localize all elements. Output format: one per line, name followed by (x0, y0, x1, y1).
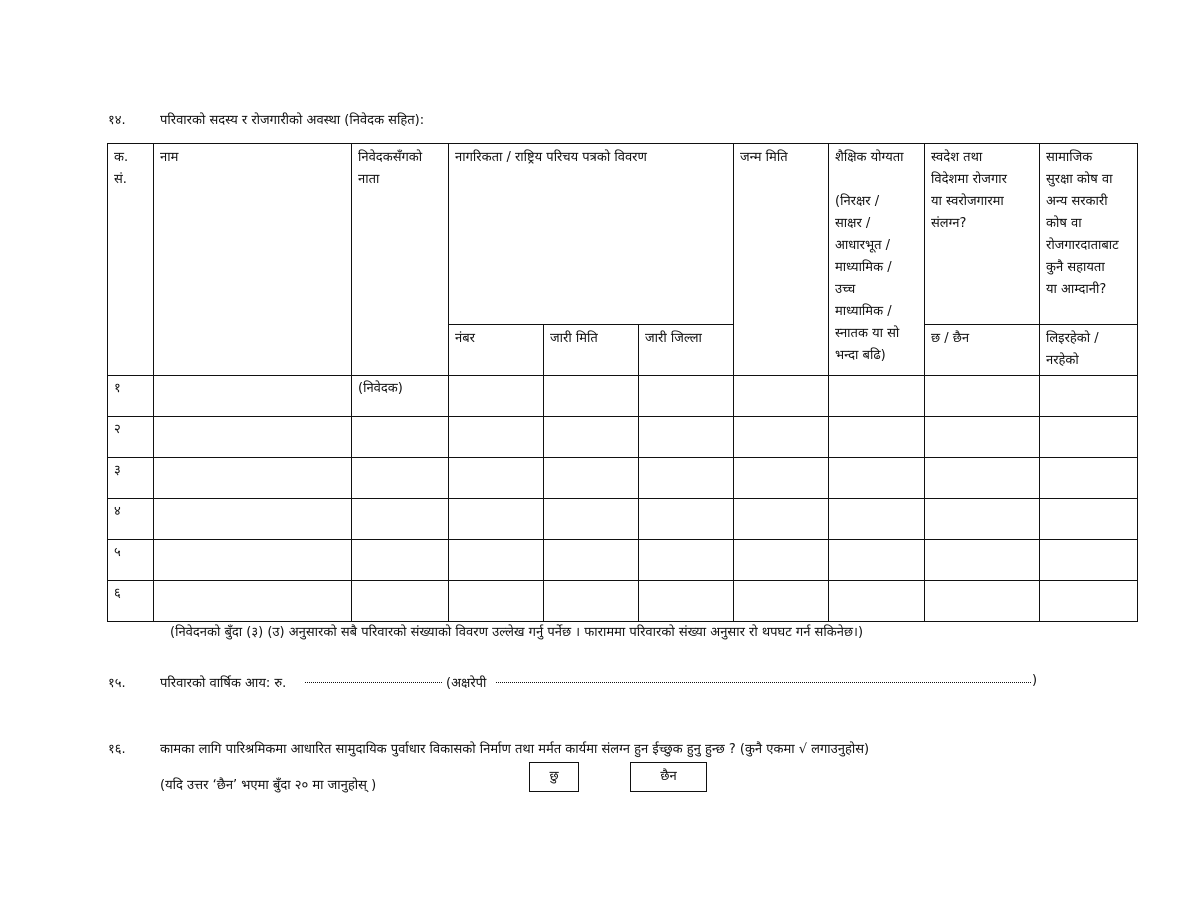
header-relation: निवेदकसँगको नाता (352, 144, 449, 376)
row-cell[interactable] (925, 581, 1040, 622)
row-cell[interactable] (449, 581, 544, 622)
header-issue-district: जारी जिल्ला (639, 325, 734, 376)
row-cell[interactable] (734, 376, 829, 417)
row-cell[interactable] (925, 458, 1040, 499)
row-cell[interactable] (1040, 499, 1138, 540)
row-cell[interactable] (154, 376, 352, 417)
row-cell[interactable] (544, 581, 639, 622)
table-row (108, 458, 1138, 499)
section-16-number: १६. (108, 742, 126, 757)
row-cell[interactable] (734, 499, 829, 540)
option-yes-box[interactable]: छु (529, 762, 579, 792)
table-row (108, 499, 1138, 540)
header-social-security-options: लिइरहेको / नरहेको (1040, 325, 1138, 376)
row-relation[interactable] (352, 458, 449, 499)
row-cell[interactable] (639, 458, 734, 499)
table-header-row (108, 144, 1138, 325)
row-cell[interactable] (449, 499, 544, 540)
header-citizenship: नागरिकता / राष्ट्रिय परिचय पत्रको विवरण (449, 144, 734, 325)
header-name: नाम (154, 144, 352, 376)
row-cell[interactable] (639, 540, 734, 581)
income-in-words-field[interactable] (496, 682, 1031, 683)
row-cell[interactable] (925, 540, 1040, 581)
family-members-table (107, 143, 1138, 622)
row-cell[interactable] (544, 540, 639, 581)
row-relation[interactable] (352, 540, 449, 581)
header-birth-date: जन्म मिति (734, 144, 829, 376)
table-note: (निवेदनको बुँदा (३) (उ) अनुसारको सबै परिवारको संख्याको विवरण उल्लेख गर्नु पर्नेछ । फाराममा परिवारको संख्या अनुसार रो थपघट गर्न सकिनेछ।) (170, 625, 864, 640)
row-cell[interactable] (829, 458, 925, 499)
row-cell[interactable] (544, 499, 639, 540)
header-issue-date: जारी मिति (544, 325, 639, 376)
row-cell[interactable] (829, 540, 925, 581)
row-cell[interactable] (449, 417, 544, 458)
row-cell[interactable] (734, 417, 829, 458)
row-serial: १ (108, 376, 154, 417)
row-serial: ५ (108, 540, 154, 581)
row-cell[interactable] (1040, 581, 1138, 622)
income-in-words-label: (अक्षरेपी (446, 676, 487, 691)
row-cell[interactable] (829, 417, 925, 458)
row-serial: २ (108, 417, 154, 458)
row-cell[interactable] (449, 458, 544, 499)
section-14-number: १४. (108, 113, 126, 128)
row-serial: ३ (108, 458, 154, 499)
row-cell[interactable] (829, 376, 925, 417)
option-no-box[interactable]: छैन (630, 762, 707, 792)
row-cell[interactable] (925, 417, 1040, 458)
income-in-words-close: ) (1032, 673, 1038, 688)
section-15-number: १५. (108, 676, 126, 691)
section-16-question: कामका लागि पारिश्रमिकमा आधारित सामुदायिक पुर्वाधार विकासको निर्माण तथा मर्मत कार्यमा संलग्न हुन ईच्छुक हुनु हुन्छ ? (कुनै एकमा √ लगाउनुहोस) (160, 742, 870, 757)
row-relation[interactable] (352, 499, 449, 540)
row-cell[interactable] (544, 417, 639, 458)
row-cell[interactable] (639, 499, 734, 540)
table-row (108, 376, 1138, 417)
section-14-title: परिवारको सदस्य र रोजगारीको अवस्था (निवेदक सहित): (160, 113, 425, 128)
row-cell[interactable] (154, 540, 352, 581)
row-serial: ४ (108, 499, 154, 540)
row-cell[interactable] (544, 376, 639, 417)
row-cell[interactable] (154, 499, 352, 540)
table-row (108, 540, 1138, 581)
header-education: शैक्षिक योग्यता (निरक्षर / साक्षर / आधारभूत / माध्यामिक / उच्च माध्यामिक / स्नातक या सो भन्दा बढि) (829, 144, 925, 376)
row-cell[interactable] (925, 376, 1040, 417)
row-serial: ६ (108, 581, 154, 622)
row-relation[interactable] (352, 581, 449, 622)
header-social-security: सामाजिक सुरक्षा कोष वा अन्य सरकारी कोष वा रोजगारदाताबाट कुनै सहायता या आम्दानी? (1040, 144, 1138, 325)
row-cell[interactable] (734, 540, 829, 581)
row-relation[interactable] (352, 417, 449, 458)
row-cell[interactable] (639, 376, 734, 417)
row-cell[interactable] (1040, 417, 1138, 458)
row-cell[interactable] (1040, 540, 1138, 581)
row-cell[interactable] (734, 458, 829, 499)
header-citizenship-number: नंबर (449, 325, 544, 376)
header-employment-options: छ / छैन (925, 325, 1040, 376)
row-cell[interactable] (449, 540, 544, 581)
header-serial: क. सं. (108, 144, 154, 376)
row-cell[interactable] (1040, 458, 1138, 499)
header-employment: स्वदेश तथा विदेशमा रोजगार या स्वरोजगारमा संलग्न? (925, 144, 1040, 325)
table-row (108, 417, 1138, 458)
table-row (108, 581, 1138, 622)
annual-income-field[interactable] (305, 682, 442, 683)
row-cell[interactable] (639, 581, 734, 622)
row-cell[interactable] (1040, 376, 1138, 417)
row-cell[interactable] (925, 499, 1040, 540)
row-cell[interactable] (154, 581, 352, 622)
row-cell[interactable] (154, 458, 352, 499)
section-16-hint: (यदि उत्तर ‘छैन’ भएमा बुँदा २० मा जानुहोस् ) (160, 778, 377, 793)
row-cell[interactable] (449, 376, 544, 417)
row-cell[interactable] (829, 581, 925, 622)
annual-income-label: परिवारको वार्षिक आय: रु. (160, 676, 287, 691)
row-cell[interactable] (829, 499, 925, 540)
row-cell[interactable] (639, 417, 734, 458)
row-cell[interactable] (154, 417, 352, 458)
row-cell[interactable] (544, 458, 639, 499)
row-cell[interactable] (734, 581, 829, 622)
row-relation[interactable]: (निवेदक) (352, 376, 449, 417)
